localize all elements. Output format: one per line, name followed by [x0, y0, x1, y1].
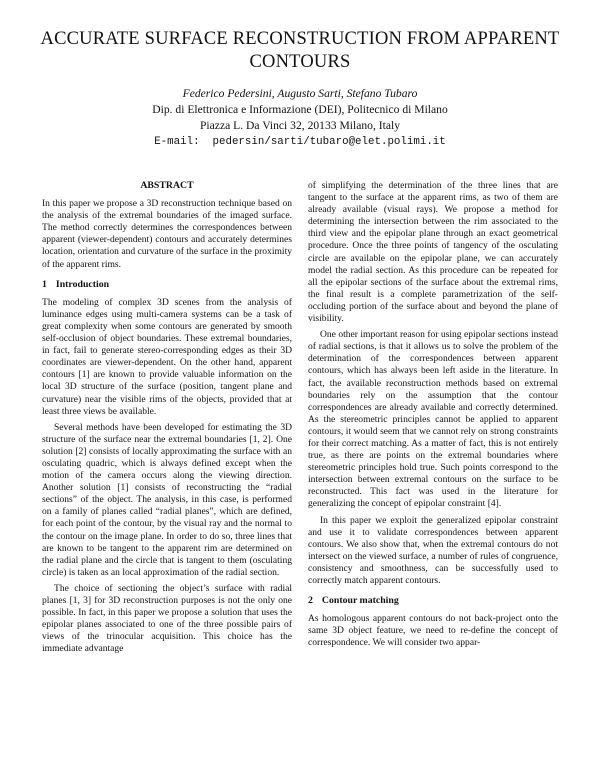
affiliation: Dip. di Elettronica e Informazione (DEI), Politecnico di Milano — [152, 103, 448, 116]
section-1-title: Introduction — [55, 278, 110, 290]
intro-paragraph-1: The modeling of complex 3D scenes from the analysis of luminance edges using multi-camera systems can be a task of great complexity when some contours are generated by smooth self-occlusion of object boundaries. These extremal boundaries, in fact, fail to generate stereo-corresponding edges as their 3D coordinates are viewer-dependent. On the other hand, apparent contours [1] are known to provide valuable information on the local 3D structure of the surface (position, tangent plane and curvature) near the visible rims of the objects, provided that at least three views be available. — [42, 296, 292, 417]
abstract-text: In this paper we propose a 3D reconstruction technique based on the analysis of the extremal boundaries of the imaged surface. The method correctly determines the correspondences between apparent (viewer-dependent) contours and accurately determines location, orientation and curvature of the surface in the proximity of the apparent rims. — [42, 198, 292, 270]
section-2-heading — [308, 595, 558, 607]
section-2-number: 2 — [308, 595, 313, 607]
intro-paragraph-3: The choice of sectioning the object’s surface with radial planes [1, 3] for 3D reconstruction purposes is not the only one possible. In fact, in this paper we propose a solution that uses the epipolar planes associated to one of the three possible pairs of views of the trinocular acquisition. This choice has the immediate advantage — [42, 582, 292, 655]
intro-paragraph-3-cont: of simplifying the determination of the three lines that are tangent to the surface at the apparent rims, as two of them are already available (visual rays). We propose a method for determining the intersection between the rim associated to the third view and the epipolar plane through an exact geometrical procedure. Once the three points of tangency of the osculating circle are available on the epipolar plane, we can accurately model the radial section. As this procedure can be repeated for all the epipolar sections of the surface about the extremal rims, the final result is a complete parametrization of the self-occluding portion of the surface about and beyond the plane of visibility. — [308, 180, 558, 325]
left-column — [42, 180, 292, 655]
abstract-heading: ABSTRACT — [140, 180, 194, 191]
section-2-title: Contour matching — [321, 595, 399, 607]
address: Piazza L. Da Vinci 32, 20133 Milano, Italy — [199, 119, 400, 132]
intro-paragraph-4: One other important reason for using epipolar sections instead of radial sections, is that it allows us to solve the problem of the determination of the correspondences between apparent contours, which has always been left aside in the literature. In fact, the available reconstruction methods based on extremal boundaries rely on the assumption that the contour correspondences are already available and correctly determined. As the stereometric principles cannot be applied to apparent contours, it would seem that we cannot rely on strong constraints for their correct matching. As a matter of fact, this is not entirely true, as there are points on the extremal boundaries where stereometric principles hold true. Such points correspond to the intersection between extremal contours on the surface to be reconstructed. This fact was used in the literature for generalizing the concept of epipolar constraint [4]. — [308, 329, 558, 510]
section-1-heading — [42, 279, 292, 291]
paper-title: ACCURATE SURFACE RECONSTRUCTION FROM APPARENT CONTOURS — [40, 29, 560, 72]
email-line: E-mail: pedersin/sarti/tubaro@elet.polimi.it — [154, 136, 446, 148]
author-names: Federico Pedersini, Augusto Sarti, Stefano Tubaro — [182, 87, 418, 100]
section-1-number: 1 — [42, 278, 47, 290]
contour-matching-paragraph-1: As homologous apparent contours do not back-project onto the same 3D object feature, we need to re-define the concept of correspondence. We will consider two appar- — [308, 613, 558, 649]
intro-paragraph-5: In this paper we exploit the generalized epipolar constraint and use it to validate correspondences between apparent contours. We also show that, when the extremal contours do not intersect on the viewed surface, a number of rules of congruence, consistency and smoothness, can be successfully used to correctly match apparent contours. — [308, 514, 558, 586]
intro-paragraph-2: Several methods have been developed for estimating the 3D structure of the surface near the extremal boundaries [1, 2]. One solution [2] consists of locally approximating the surface with an osculating quadric, which is always defined except when the motion of the camera occurs along the viewing direction. Another solution [1] consists of reconstructing the “radial sections” of the object. The analysis, in this case, is performed on a family of planes called “radial planes”, which are defined, for each point of the contour, by the visual ray and the normal to the contour on the image plane. In order to do so, three lines that are known to be tangent to the apparent rim are determined on the radial plane and the circle that is tangent to them (osculating circle) is taken as an local approximation of the radial section. — [42, 421, 292, 578]
author-block — [0, 86, 600, 150]
right-column — [308, 180, 558, 649]
